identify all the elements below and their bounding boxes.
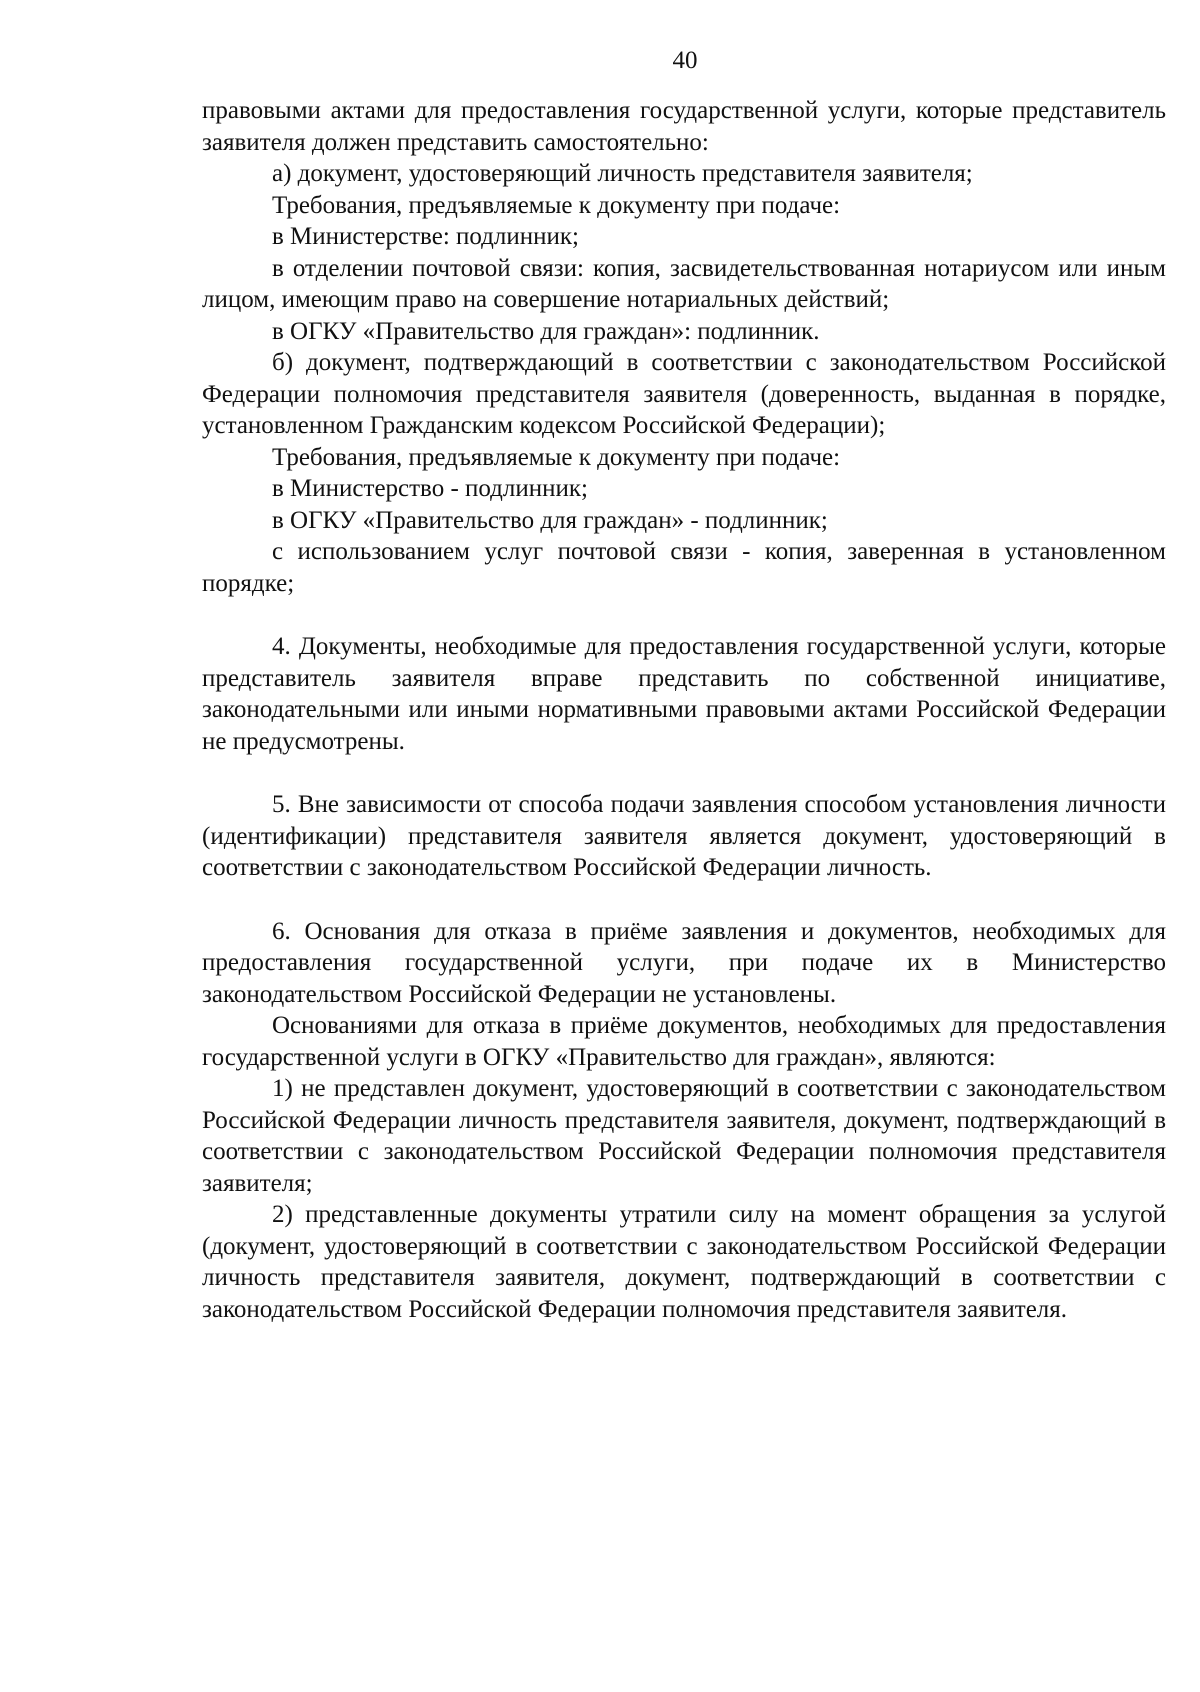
paragraph-grounds-ogku: Основаниями для отказа в приёме документов, необходимых для предоставления государственной услуги в ОГКУ «Правительство для граждан», являются: — [202, 1012, 1166, 1071]
paragraph-ogku-b: в ОГКУ «Правительство для граждан» - подлинник; — [272, 506, 828, 534]
paragraph-ministry-b: в Министерство - подлинник; — [272, 475, 588, 502]
paragraph-section-5: 5. Вне зависимости от способа подачи заявления способом установления личности (идентификации) представителя заявителя является документ, удостоверяющий в соответствии с законодательством Российской Федерации личность. — [202, 791, 1166, 881]
document-body — [202, 95, 1166, 1325]
paragraph-section-4: 4. Документы, необходимые для предоставления государственной услуги, которые представитель заявителя вправе представить по собственной инициативе, законодательными или иными нормативными правовыми актами Российской Федерации не предусмотрены. — [202, 633, 1166, 755]
paragraph-ground-2: 2) представленные документы утратили силу на момент обращения за услугой (документ, удостоверяющий в соответствии с законодательством Российской Федерации личность представителя заявителя, документ, подтверждающий в соответствии с законодательством Российской Федерации полномочия представителя заявителя. — [202, 1201, 1166, 1323]
paragraph-ogku-a: в ОГКУ «Правительство для граждан»: подлинник. — [272, 317, 820, 345]
paragraph-post-office-a: в отделении почтовой связи: копия, засвидетельствованная нотариусом или иным лицом, имеющим право на совершение нотариальных действий; — [202, 254, 1166, 313]
paragraph-item-a: а) документ, удостоверяющий личность представителя заявителя; — [272, 160, 973, 187]
paragraph-requirements-b: Требования, предъявляемые к документу при подаче: — [272, 443, 841, 471]
paragraph-requirements-a: Требования, предъявляемые к документу при подаче: — [272, 191, 841, 219]
paragraph-continuation: правовыми актами для предоставления государственной услуги, которые представитель заявителя должен представить самостоятельно: — [202, 97, 1166, 156]
paragraph-ground-1: 1) не представлен документ, удостоверяющий в соответствии с законодательством Российской Федерации личность представителя заявителя, документ, подтверждающий в соответствии с законодательством Российской Федерации полномочия представителя заявителя; — [202, 1075, 1166, 1197]
paragraph-postal-b: с использованием услуг почтовой связи - копия, заверенная в установленном порядке; — [202, 538, 1166, 597]
paragraph-ministry-a: в Министерстве: подлинник; — [272, 223, 579, 250]
paragraph-section-6: 6. Основания для отказа в приёме заявления и документов, необходимых для предоставления государственной услуги, при подаче их в Министерство законодательством Российской Федерации не установлены. — [202, 917, 1166, 1008]
page-number: 40 — [672, 47, 698, 74]
paragraph-item-b: б) документ, подтверждающий в соответствии с законодательством Российской Федерации полномочия представителя заявителя (доверенность, выданная в порядке, установленном Гражданским кодексом Российской Федерации); — [202, 349, 1166, 439]
